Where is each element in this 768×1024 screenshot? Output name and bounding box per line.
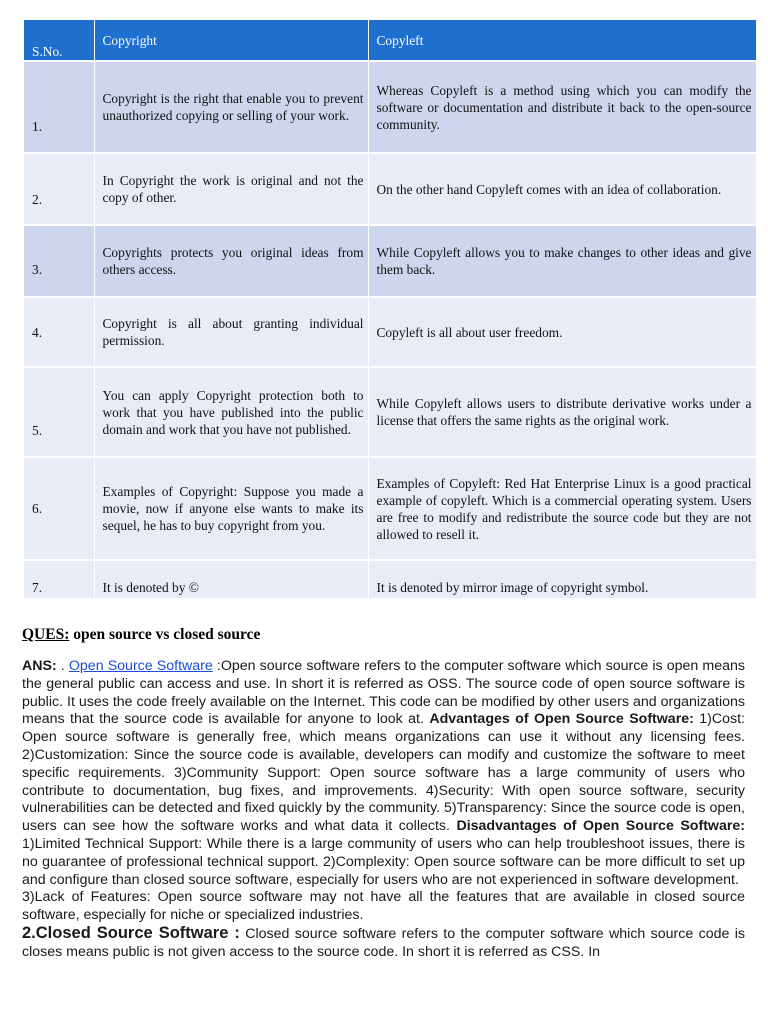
copyright-cell: Examples of Copyright: Suppose you made a movie, now if anyone else wants to make its sequel, he has to buy copyright from you. bbox=[94, 457, 368, 560]
copyright-cell: Copyright is the right that enable you to prevent unauthorized copying or selling of your work. bbox=[94, 61, 368, 153]
copyleft-cell: It is denoted by mirror image of copyright symbol. bbox=[368, 560, 756, 598]
row-number: 4. bbox=[24, 297, 94, 367]
lack-of-features-paragraph: 3)Lack of Features: Open source software may not have all the features that are available in closed source software, especially for niche or specialized industries. bbox=[22, 889, 745, 924]
closed-source-text: Closed source software refers to the computer software which source code is closes means public is not given access to the source code. In short it is referred as CSS. In bbox=[22, 925, 745, 960]
answer-intro: :Open source software refers to the computer software which source is open means the general public can access and use. In short it is referred as OSS. The source code of open source software is public. It uses the code freely available on the Internet. This code can be modified by other users and organizations means that the source code is available for anyone to look at. bbox=[22, 658, 746, 728]
table-row bbox=[24, 297, 756, 367]
question-text: open source vs closed source bbox=[69, 626, 261, 643]
answer-paragraph bbox=[22, 658, 745, 889]
row-number: 2. bbox=[24, 153, 94, 225]
table-row bbox=[24, 225, 756, 297]
table-row bbox=[24, 153, 756, 225]
table-row bbox=[24, 367, 756, 457]
copyleft-cell: While Copyleft allows you to make changes to other ideas and give them back. bbox=[368, 225, 756, 297]
copyright-cell: Copyright is all about granting individual permission. bbox=[94, 297, 368, 367]
copyleft-cell: While Copyleft allows users to distribute derivative works under a license that offers the same rights as the original work. bbox=[368, 367, 756, 457]
copyleft-cell: Copyleft is all about user freedom. bbox=[368, 297, 756, 367]
question-label: QUES: bbox=[22, 626, 70, 643]
open-source-software-link[interactable]: Open Source Software bbox=[68, 658, 213, 674]
table-header-row bbox=[24, 20, 756, 61]
table-row bbox=[24, 560, 756, 598]
copyleft-cell: Examples of Copyleft: Red Hat Enterprise Linux is a good practical example of copyleft. Which is a commercial operating system. Users are free to modify and redistribute the source code but they are not allowed to resell it. bbox=[368, 457, 756, 560]
copyleft-cell: Whereas Copyleft is a method using which you can modify the software or documentation and distribute it back to the open-source community. bbox=[368, 61, 756, 153]
copyright-cell: In Copyright the work is original and not the copy of other. bbox=[94, 153, 368, 225]
disadvantages-text: 1)Limited Technical Support: While there is a large community of users who can help troubleshoot issues, there is no guarantee of professional technical support. 2)Complexity: Open source software can be more difficult to set up and configure than closed source software, especially for users who are not experienced in software development. bbox=[22, 835, 745, 888]
header-copyleft: Copyleft bbox=[368, 20, 756, 61]
row-number: 1. bbox=[24, 61, 94, 153]
advantages-text: 1)Cost: Open source software is generally free, which means organizations can use it without any licensing fees. 2)Customization: Since the source code is available, developers can modify and customize the software to meet specific requirements. 3)Community Support: Open source software has a large community of users who contribute to documentation, bug fixes, and improvements. 4)Security: With open source software, security vulnerabilities can be detected and fixed quickly by the community. 5)Transparency: Since the source code is open, users can see how the software works and what data it collects. bbox=[22, 711, 745, 835]
comparison-table bbox=[24, 20, 757, 598]
row-number: 3. bbox=[24, 225, 94, 297]
closed-source-paragraph bbox=[22, 925, 745, 962]
header-sno: S.No. bbox=[24, 20, 94, 61]
copyleft-cell: On the other hand Copyleft comes with an idea of collaboration. bbox=[368, 153, 756, 225]
closed-source-heading: 2.Closed Source Software : bbox=[22, 923, 240, 942]
question-heading bbox=[22, 626, 260, 644]
disadvantages-heading: Disadvantages of Open Source Software: bbox=[456, 818, 745, 835]
table-row bbox=[24, 457, 756, 560]
answer-prefix: . bbox=[56, 658, 69, 674]
row-number: 5. bbox=[24, 367, 94, 457]
row-number: 6. bbox=[24, 457, 94, 560]
copyright-cell: It is denoted by © bbox=[94, 560, 368, 598]
answer-body bbox=[22, 658, 745, 962]
copyright-cell: You can apply Copyright protection both to work that you have published into the public domain and work that you have not published. bbox=[94, 367, 368, 457]
advantages-heading: Advantages of Open Source Software: bbox=[429, 711, 694, 728]
answer-label: ANS: bbox=[22, 658, 57, 674]
row-number: 7. bbox=[24, 560, 94, 598]
table-row bbox=[24, 61, 756, 153]
copyright-cell: Copyrights protects you original ideas from others access. bbox=[94, 225, 368, 297]
header-copyright: Copyright bbox=[94, 20, 368, 61]
